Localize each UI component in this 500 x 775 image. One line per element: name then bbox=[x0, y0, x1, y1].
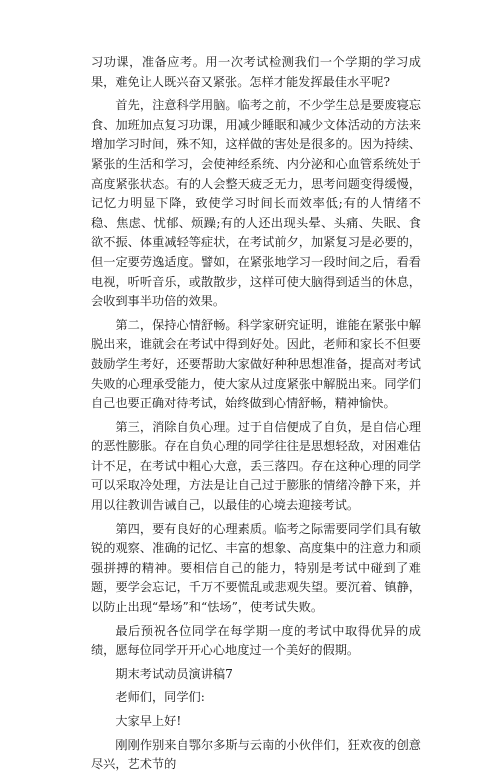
paragraph-closing-wish: 最后预祝各位同学在每学期一度的考试中取得优异的成绩，愿每位同学开开心心地度过一个美好的假期。 bbox=[91, 623, 421, 658]
paragraph-intro-continuation: 习功课，准备应考。用一次考试检测我们一个学期的学习成果，难免让人既兴奋又紧张。怎样才能发挥最佳水平呢? bbox=[91, 55, 421, 89]
speech-salutation: 老师们，同学们: bbox=[115, 690, 205, 705]
paragraph-fourth-point: 第四，要有良好的心理素质。临考之际需要同学们具有敏锐的观察、准确的记忆、丰富的想象、高度集中的注意力和顽强拼搏的精神。要相信自己的能力，特别是考试中碰到了难题，要学会忘记，千万不要慌乱或悲观失望。要沉着、镇静，以防止出现“晕场”和“怯场”，使考试失败。 bbox=[91, 521, 421, 615]
paragraph-first-point: 首先，注意科学用脑。临考之前，不少学生总是要废寝忘食、加班加点复习功课，用减少睡眠和减少文体活动的方法来增加学习时间，殊不知，这样做的害处是很多的。因为持续、紧张的生活和学习，会使神经系统、内分泌和心血管系统处于高度紧张状态。有的人会整天疲乏无力，思考问题变得缓慢，记忆力明显下降，致使学习时间长而效率低;有的人情绪不稳、焦虑、忧郁、烦躁;有的人还出现头晕、头痛、失眠、食欲不振、体重减轻等症状，在考试前夕，加紧复习是必要的，但一定要劳逸适度。譬如，在紧张地学习一段时间之后，看看电视，听听音乐，或散散步，这样可使大脑得到适当的休息，会收到事半功倍的效果。 bbox=[91, 98, 421, 309]
speech-title: 期末考试动员演讲稿7 bbox=[115, 666, 233, 681]
paragraph-second-point: 第二，保持心情舒畅。科学家研究证明，谁能在紧张中解脱出来，谁就会在考试中得到好处。因此，老师和家长不但要鼓励学生考好，还要帮助大家做好种种思想准备，提高对考试失败的心理承受能力，使大家从过度紧张中解脱出来。同学们自己也要正确对待考试，始终做到心情舒畅，精神愉快。 bbox=[91, 317, 421, 411]
speech-opening-line: 刚刚作别来自鄂尔多斯与云南的小伙伴们，狂欢夜的创意尽兴，艺术节的 bbox=[91, 737, 421, 772]
document-body bbox=[91, 53, 421, 775]
speech-greeting: 大家早上好! bbox=[115, 714, 182, 728]
paragraph-third-point: 第三，消除自负心理。过于自信便成了自负，是自信心理的恶性膨胀。存在自负心理的同学往往是思想轻敌，对困难估计不足，在考试中粗心大意，丢三落四。存在这种心理的同学可以采取冷处理，方法是让自己过于膨胀的情绪冷静下来，并用以往教训告诫自己，以最佳的心境去迎接考试。 bbox=[91, 419, 421, 513]
